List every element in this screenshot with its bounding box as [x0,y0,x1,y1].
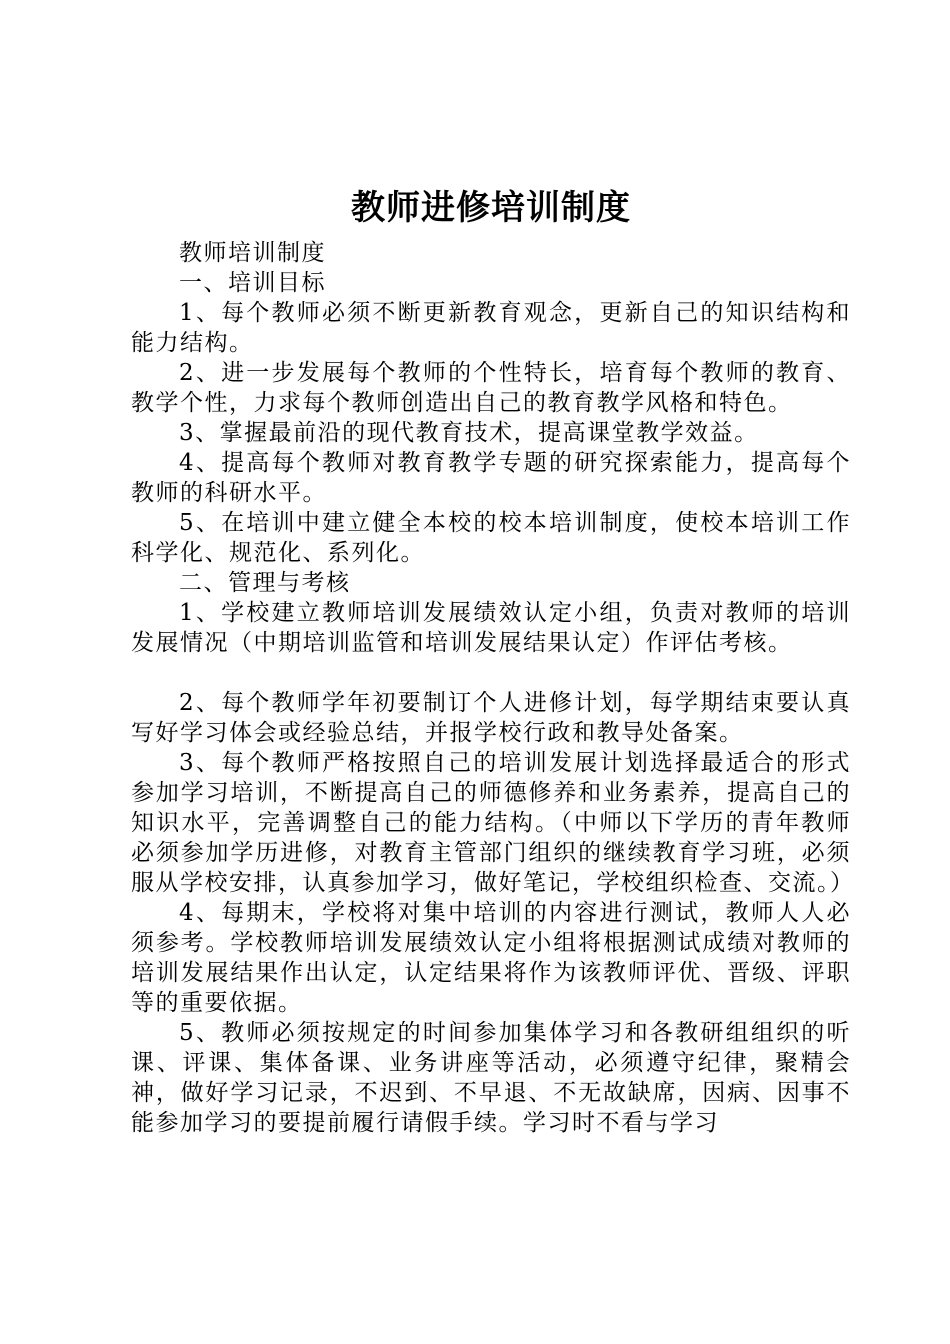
management-item-3: 3、每个教师严格按照自己的培训发展计划选择最适合的形式参加学习培训，不断提高自己的师德修养和业务素养，提高自己的知识水平，完善调整自己的能力结构。（中师以下学历的青年教师必须参加学历进修，对教育主管部门组织的继续教育学习班，必须服从学校安排，认真参加学习，做好笔记，学校组织检查、交流。） [131,750,855,896]
document-page [131,182,855,1138]
goal-item-4: 4、提高每个教师对教育教学专题的研究探索能力，提高每个教师的科研水平。 [131,450,851,506]
management-item-1: 1、学校建立教师培训发展绩效认定小组，负责对教师的培训发展情况（中期培训监管和培训发展结果认定）作评估考核。 [131,600,851,656]
section-heading-goals: 一、培训目标 [179,270,326,296]
management-item-5: 5、教师必须按规定的时间参加集体学习和各教研组组织的听课、评课、集体备课、业务讲座等活动，必须遵守纪律，聚精会神，做好学习记录，不迟到、不早退、不无故缺席，因病、因事不能参加学习的要提前履行请假手续。学习时不看与学习 [131,1020,851,1136]
section-heading-management: 二、管理与考核 [179,570,351,596]
management-item-2: 2、每个教师学年初要制订个人进修计划，每学期结束要认真写好学习体会或经验总结，并报学校行政和教导处备案。 [131,690,851,746]
goal-item-5: 5、在培训中建立健全本校的校本培训制度，使校本培训工作科学化、规范化、系列化。 [131,510,851,566]
subtitle-paragraph: 教师培训制度 [179,240,326,266]
document-title: 教师进修培训制度 [351,188,631,228]
goal-item-3: 3、掌握最前沿的现代教育技术，提高课堂教学效益。 [179,420,759,446]
goal-item-2: 2、进一步发展每个教师的个性特长，培育每个教师的教育、教学个性，力求每个教师创造出自己的教育教学风格和特色。 [131,360,851,416]
goal-item-1: 1、每个教师必须不断更新教育观念，更新自己的知识结构和能力结构。 [131,300,851,356]
management-item-4: 4、每期末，学校将对集中培训的内容进行测试，教师人人必须参考。学校教师培训发展绩效认定小组将根据测试成绩对教师的培训发展结果作出认定，认定结果将作为该教师评优、晋级、评职等的重要依据。 [131,900,851,1016]
